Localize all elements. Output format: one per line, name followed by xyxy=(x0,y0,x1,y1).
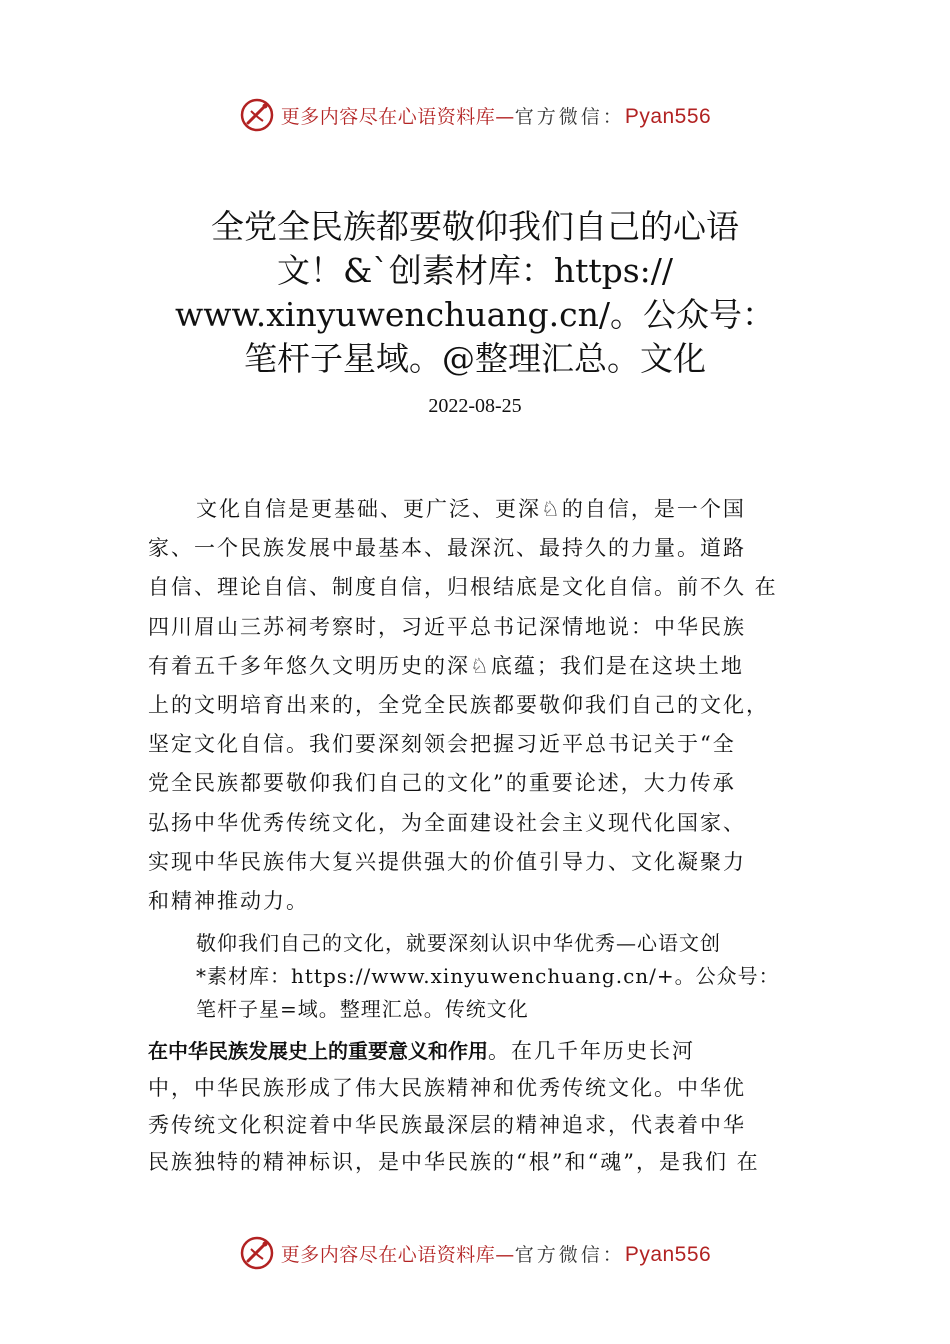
title-line: 笔杆子星域。@整理汇总。文化 xyxy=(244,339,706,378)
bold-lead: 在中华民族发展史上的重要意义和作用 xyxy=(148,1039,488,1063)
banner-text: 更多内容尽在心语资料库—官方微信：Pyan556 xyxy=(280,104,712,128)
banner-text: 更多内容尽在心语资料库—官方微信：Pyan556 xyxy=(280,1242,712,1266)
text-line: 坚定文化自信。我们要深刻领会把握习近平总书记关于“全 xyxy=(148,732,736,757)
text-line: 家、一个民族发展中最基本、最深沉、最持久的力量。道路 xyxy=(148,536,746,561)
paragraph-2 xyxy=(196,927,896,1026)
text-line: 中，中华民族形成了伟大民族精神和优秀传统文化。中华优 xyxy=(148,1076,746,1100)
brush-logo-icon xyxy=(239,1235,275,1271)
title-line: www.xinyuwenchuang.cn/。公众号： xyxy=(174,295,776,334)
title-line: 文！&`创素材库：https:// xyxy=(276,251,674,290)
document-title xyxy=(100,205,850,381)
text-line: 党全民族都要敬仰我们自己的文化”的重要论述，大力传承 xyxy=(148,771,736,796)
text-line: 四川眉山三苏祠考察时，习近平总书记深情地说：中华民族 xyxy=(148,614,746,639)
text-line: *素材库：https://www.xinyuwenchuang.cn/+。公众号： xyxy=(196,964,780,988)
text-line: 有着五千多年悠久文明历史的深♘底蕴；我们是在这块土地 xyxy=(148,653,744,678)
text-line: 文化自信是更基础、更广泛、更深♘的自信，是一个国 xyxy=(196,497,746,521)
text-line: 秀传统文化积淀着中华民族最深层的精神追求，代表着中华 xyxy=(148,1113,746,1137)
title-line: 全党全民族都要敬仰我们自己的心语 xyxy=(211,207,739,246)
text-line: 上的文明培育出来的，全党全民族都要敬仰我们自己的文化， xyxy=(148,693,769,718)
text-line: 和精神推动力。 xyxy=(148,889,309,914)
text-line: 敬仰我们自己的文化，就要深刻认识中华优秀—心语文创 xyxy=(196,931,721,955)
text-line: 笔杆子星=域。整理汇总。传统文化 xyxy=(196,997,529,1021)
paragraph-1 xyxy=(148,490,848,921)
text-line: 民族独特的精神标识，是中华民族的“根”和“魂”，是我们 在 xyxy=(148,1150,760,1174)
paragraph-3 xyxy=(148,1033,848,1181)
header-banner xyxy=(0,95,950,135)
brush-logo-icon xyxy=(239,97,275,133)
text-line: 自信、理论自信、制度自信，归根结底是文化自信。前不久 在 xyxy=(148,575,778,600)
text-line: 实现中华民族伟大复兴提供强大的价值引导力、文化凝聚力 xyxy=(148,849,746,874)
footer-banner xyxy=(0,1233,950,1273)
text-line: 弘扬中华优秀传统文化，为全面建设社会主义现代化国家、 xyxy=(148,810,746,835)
publish-date: 2022-08-25 xyxy=(428,395,522,417)
text-line: 在中华民族发展史上的重要意义和作用。在几千年历史长河 xyxy=(148,1039,695,1063)
